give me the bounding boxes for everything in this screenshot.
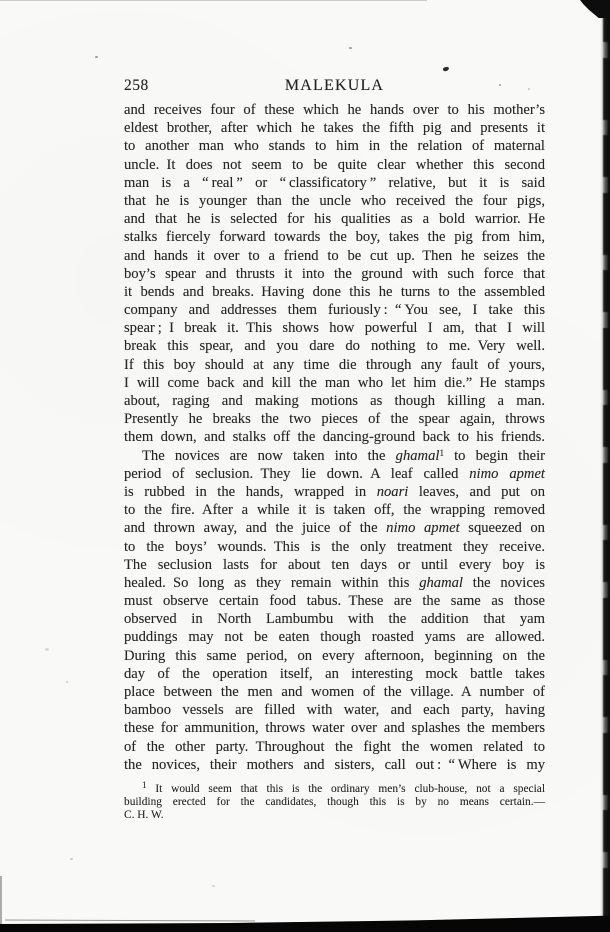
text-line: The seclusion lasts for about ten days or until every boy is [124,556,545,573]
body-text [124,101,545,774]
text-line: If this boy should at any time die through any fault of yours, [124,356,545,373]
page-header [124,77,545,95]
footnote [124,780,545,823]
text-line: The novices are now taken into the ghamal$^1$ to begin their [142,447,546,464]
text-line: bamboo vessels are filled with water, and each party, having [124,702,545,719]
text-line: company and addresses them furiously : “ You see, I take this [124,302,545,319]
text-line: puddings may not be eaten though roasted yams are allowed. [124,629,545,646]
page-number: 258 [124,77,149,94]
text-line: break this spear, and you dare do nothing to me. Very well. [124,338,545,355]
text-line: boy’s spear and thrusts it into the ground with such force that [124,265,545,282]
text-line: stalks fiercely forward towards the boy, takes the pig from him, [124,229,545,246]
text-line: $^1$ It would seem that this is the ordinary men’s club-house, not a special [142,780,545,795]
text-line: and thrown away, and the juice of the nimo apmet squeezed on [124,520,545,537]
scan-speck [70,858,73,860]
scan-speck [45,648,49,651]
text-line: day of the operation itself, an interesting mock battle takes [124,665,545,682]
text-line: to another man who stands to him in the relation of maternal [124,138,545,155]
text-line: and hands it over to a friend to be cut up. Then he seizes the [124,247,545,264]
text-line: uncle. It does not seem to be quite clear whether this second [124,156,545,173]
text-line: must observe certain food tabus. These are the same as those [124,593,545,610]
text-line: of the other party. Throughout the fight the women related to [124,738,545,755]
text-line: and that he is selected for his qualities as a bold warrior. He [124,211,545,228]
text-line: and receives four of these which he hands over to his mother’s [124,102,545,118]
running-title: MALEKULA [284,77,385,94]
text-line: C. H. W. [124,809,164,822]
text-line: building erected for the candidates, though this is by no means certain.— [124,796,545,809]
scan-speck [349,47,352,49]
ink-blot [442,66,449,72]
page-left-edge-line [0,876,2,924]
scan-speck [499,84,501,86]
text-line: it bends and breaks. Having done this he turns to the assembled [124,283,545,300]
text-line: man is a “ real ” or “ classificatory ” relative, but it is said [124,174,545,191]
scan-speck [212,885,215,887]
text-line: them down, and stalks off the dancing-ground back to his friends. [124,429,545,446]
text-line: to the boys’ wounds. This is the only treatment they receive. [124,538,545,555]
text-line: about, raging and making motions as though killing a man. [124,393,545,409]
scan-speck [66,681,68,683]
text-line: I will come back and kill the man who let him die.” He stamps [124,374,545,391]
text-line: period of seclusion. They lie down. A leaf called nimo apmet [124,465,545,482]
text-line: the novices, their mothers and sisters, call out : “ Where is my [124,756,545,773]
text-line: healed. So long as they remain within this ghamal the novices [124,574,545,591]
text-line: to the fire. After a while it is taken off, the wrapping removed [124,502,545,519]
text-line: spear ; I break it. This shows how powerful I am, that I will [124,320,545,337]
text-line: place between the men and women of the village. A number of [124,684,545,700]
page-bottom-edge-line [5,919,255,921]
text-line: these for ammunition, throws water over and splashes the members [124,720,545,737]
page-top-edge-line [0,0,427,1]
book-gutter-texture [603,0,608,932]
text-line: observed in North Lambumbu with the addition that yam [124,611,545,628]
text-line: During this same period, on every afternoon, beginning on the [124,647,545,664]
scan-speck [95,56,98,58]
text-line: eldest brother, after which he takes the fifth pig and presents it [124,120,545,137]
scan-corner-blotch [580,0,610,18]
scan-speck [528,88,530,90]
scan-bottom-band [0,912,610,932]
text-line: that he is younger than the uncle who received the four pigs, [124,192,545,209]
text-line: Presently he breaks the two pieces of the spear again, throws [124,411,545,428]
text-line: is rubbed in the hands, wrapped in noari leaves, and put on [124,483,545,500]
